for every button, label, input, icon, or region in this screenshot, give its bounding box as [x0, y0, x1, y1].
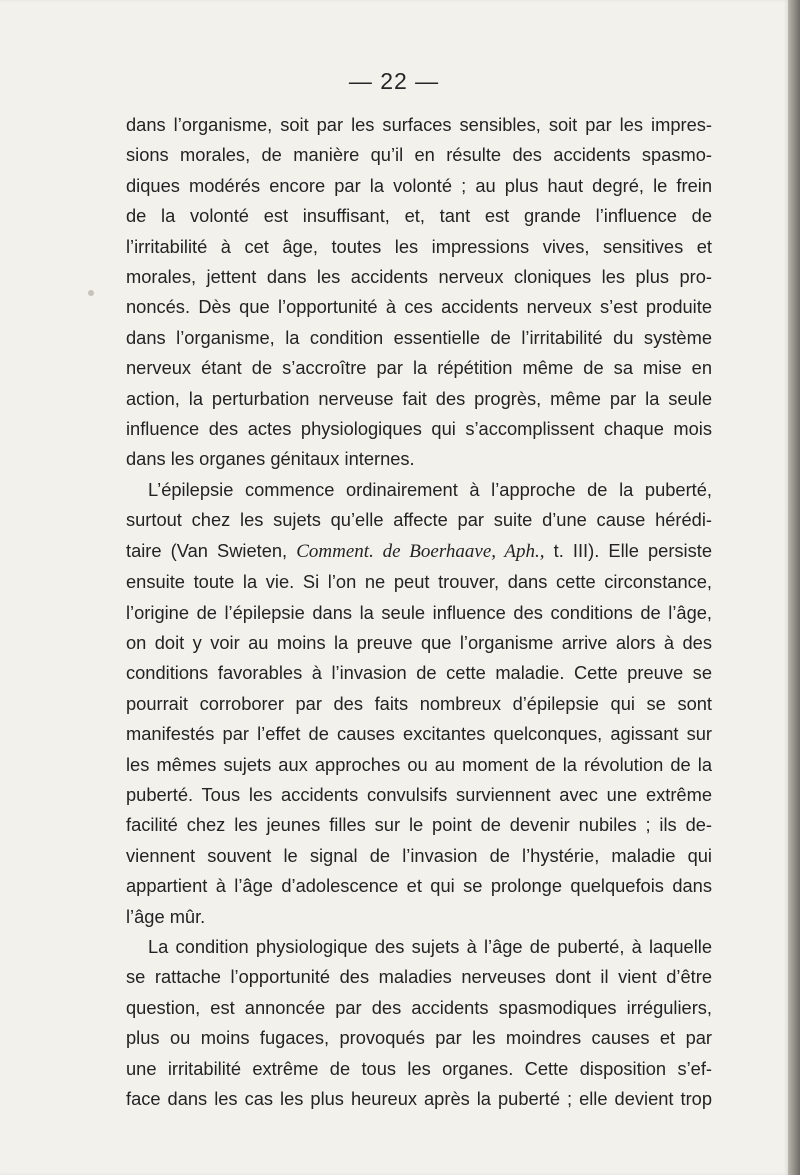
text-line: l’irritabilité à cet âge, toutes les impressions vives, sensitives et — [126, 235, 712, 257]
paper-spot — [88, 290, 94, 296]
text-line: action, la perturbation nerveuse fait des progrès, même par la seule — [126, 387, 712, 409]
page-number: — 22 — — [348, 68, 440, 94]
text-line: conditions favorables à l’invasion de cette maladie. Cette preuve se — [126, 662, 712, 684]
text-line: dans les organes génitaux internes. — [126, 448, 415, 470]
text-line: de la volonté est insuffisant, et, tant est grande l’influence de — [126, 205, 712, 227]
text-line: viennent souvent le signal de l’invasion de l’hystérie, maladie qui — [126, 844, 712, 866]
text-line: La condition physiologique des sujets à l’âge de puberté, à laquelle — [148, 935, 712, 957]
text-segment: t. III). Elle persiste — [544, 539, 713, 561]
text-line: influence des actes physiologiques qui s’accomplissent chaque mois — [126, 418, 712, 440]
text-line: se rattache l’opportunité des maladies nerveuses dont il vient d’être — [126, 966, 712, 988]
text-line: pourrait corroborer par des faits nombreux d’épilepsie qui se sont — [126, 692, 712, 714]
text-line: plus ou moins fugaces, provoqués par les moindres causes et par — [126, 1027, 712, 1049]
text-line-with-citation — [126, 536, 712, 567]
text-line: facilité chez les jeunes filles sur le point de devenir nubiles ; ils de- — [126, 814, 712, 836]
text-line: ensuite toute la vie. Si l’on ne peut trouver, dans cette circonstance, — [126, 571, 712, 593]
page-edge — [788, 0, 800, 1175]
text-line: dans l’organisme, la condition essentielle de l’irritabilité du système — [126, 326, 712, 348]
text-line: l’origine de l’épilepsie dans la seule influence des conditions de l’âge, — [126, 601, 712, 623]
text-line: sions morales, de manière qu’il en résulte des accidents spasmo- — [126, 144, 712, 166]
text-line: l’âge mûr. — [126, 905, 206, 927]
text-line: puberté. Tous les accidents convulsifs surviennent avec une extrême — [126, 783, 712, 805]
text-line: dans l’organisme, soit par les surfaces sensibles, soit par les impres- — [126, 114, 712, 135]
body-text — [126, 110, 712, 1114]
citation-title: Comment. de Boerhaave, Aph., — [296, 540, 545, 562]
text-segment: taire (Van Swieten, — [126, 539, 297, 561]
text-line: manifestés par l’effet de causes excitantes quelconques, agissant sur — [126, 723, 712, 745]
text-line: surtout chez les sujets qu’elle affecte par suite d’une cause hérédi- — [126, 509, 712, 531]
text-line: appartient à l’âge d’adolescence et qui se prolonge quelquefois dans — [126, 875, 712, 897]
text-line: on doit y voir au moins la preuve que l’organisme arrive alors à des — [126, 631, 712, 653]
text-line: noncés. Dès que l’opportunité à ces accidents nerveux s’est produite — [126, 296, 712, 318]
text-line: face dans les cas les plus heureux après la puberté ; elle devient trop — [126, 1088, 712, 1109]
text-line: une irritabilité extrême de tous les organes. Cette disposition s’ef- — [126, 1057, 712, 1079]
text-line: nerveux étant de s’accroître par la répétition même de sa mise en — [126, 357, 712, 379]
text-line: question, est annoncée par des accidents spasmodiques irréguliers, — [126, 996, 712, 1018]
text-line: diques modérés encore par la volonté ; au plus haut degré, le frein — [126, 174, 712, 196]
text-line: morales, jettent dans les accidents nerveux cloniques les plus pro- — [126, 266, 712, 288]
text-line: les mêmes sujets aux approches ou au moment de la révolution de la — [126, 753, 712, 775]
text-line: L’épilepsie commence ordinairement à l’approche de la puberté, — [148, 478, 712, 500]
